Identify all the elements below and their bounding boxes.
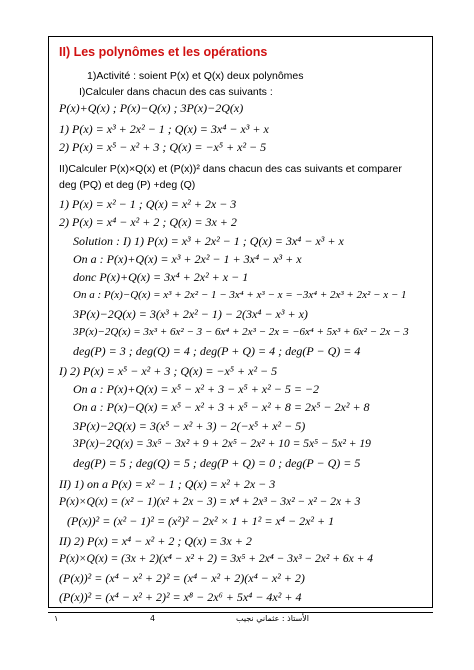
case-ii2-line: II) 2) P(x) = x⁴ − x² + 2 ; Q(x) = 3x + 2 xyxy=(59,534,252,548)
instruction-line: I)Calculer dans chacun des cas suivants : xyxy=(79,86,273,98)
ii2-square-2: (P(x))² = (x⁴ − x² + 2)² = x⁸ − 2x⁶ + 5x⁴ − 4x² + 4 xyxy=(59,590,302,604)
case2-line: 2) P(x) = x⁵ − x² + 3 ; Q(x) = −x⁵ + x² − 5 xyxy=(59,140,267,154)
part2-degree-line: deg (PQ) et deg (P) +deg (Q) xyxy=(59,179,196,191)
section-title: II) Les polynômes et les opérations xyxy=(59,45,268,59)
case1-line: 1) P(x) = x³ + 2x² − 1 ; Q(x) = 3x⁴ − x³ + x xyxy=(59,122,269,136)
activity-line: 1)Activité : soient P(x) et Q(x) deux polynômes xyxy=(87,70,304,82)
ii2-square-1: (P(x))² = (x⁴ − x² + 2)² = (x⁴ − x² + 2)(x⁴ − x² + 2) xyxy=(59,571,305,585)
ii1-square: (P(x))² = (x² − 1)² = (x²)² − 2x² × 1 + 1² = x⁴ − 2x² + 1 xyxy=(67,514,335,528)
page-number: 4 xyxy=(150,614,156,623)
difference-line: On a : P(x)−Q(x) = x³ + 2x² − 1 − 3x⁴ + x³ − x = −3x⁴ + 2x³ + 2x² − x − 1 xyxy=(73,289,407,301)
part2-case2: 2) P(x) = x⁴ − x² + 2 ; Q(x) = 3x + 2 xyxy=(59,215,237,229)
i2-sum: On a : P(x)+Q(x) = x⁵ − x² + 3 − x⁵ + x² − 5 = −2 xyxy=(73,382,320,396)
sum-line-1: On a : P(x)+Q(x) = x³ + 2x² − 1 + 3x⁴ − x³ + x xyxy=(73,252,302,266)
solution-line: Solution : I) 1) P(x) = x³ + 2x² − 1 ; Q(x) = 3x⁴ − x³ + x xyxy=(73,234,344,248)
degree-line-2: deg(P) = 5 ; deg(Q) = 5 ; deg(P + Q) = 0 ; deg(P − Q) = 5 xyxy=(73,456,361,470)
degree-line-1: deg(P) = 3 ; deg(Q) = 4 ; deg(P + Q) = 4 ; deg(P − Q) = 4 xyxy=(73,344,361,358)
ii2-product: P(x)×Q(x) = (3x + 2)(x⁴ − x² + 2) = 3x⁵ + 2x⁴ − 3x³ − 2x² + 6x + 4 xyxy=(59,553,373,565)
combo-line-1: 3P(x)−2Q(x) = 3(x³ + 2x² − 1) − 2(3x⁴ − x³ + x) xyxy=(73,307,308,321)
footer-rule xyxy=(48,612,433,613)
page-frame xyxy=(48,36,433,608)
author-name: الأستاذ : عثماني نجيب xyxy=(236,614,310,623)
part2-case1: 1) P(x) = x² − 1 ; Q(x) = x² + 2x − 3 xyxy=(59,197,237,211)
part2-instruction: II)Calculer P(x)×Q(x) et (P(x))² dans chacun des cas suivants et comparer xyxy=(59,163,402,175)
expressions-line: P(x)+Q(x) ; P(x)−Q(x) ; 3P(x)−2Q(x) xyxy=(59,101,244,115)
case-ii1-line: II) 1) on a P(x) = x² − 1 ; Q(x) = x² + 2x − 3 xyxy=(59,477,276,491)
case-i2-line: I) 2) P(x) = x⁵ − x² + 3 ; Q(x) = −x⁵ + x² − 5 xyxy=(59,364,278,378)
sum-result: donc P(x)+Q(x) = 3x⁴ + 2x² + x − 1 xyxy=(73,270,249,284)
footer-left-mark: ١ xyxy=(54,614,59,623)
ii1-product: P(x)×Q(x) = (x² − 1)(x² + 2x − 3) = x⁴ + 2x³ − 3x² − x² − 2x + 3 xyxy=(59,496,361,508)
i2-difference: On a : P(x)−Q(x) = x⁵ − x² + 3 + x⁵ − x² + 8 = 2x⁵ − 2x² + 8 xyxy=(73,400,370,414)
i2-combo-2: 3P(x)−2Q(x) = 3x⁵ − 3x² + 9 + 2x⁵ − 2x² + 10 = 5x⁵ − 5x² + 19 xyxy=(73,438,371,450)
combo-line-2: 3P(x)−2Q(x) = 3x³ + 6x² − 3 − 6x⁴ + 2x³ − 2x = −6x⁴ + 5x³ + 6x² − 2x − 3 xyxy=(73,326,409,338)
i2-combo-1: 3P(x)−2Q(x) = 3(x⁵ − x² + 3) − 2(−x⁵ + x² − 5) xyxy=(73,419,306,433)
